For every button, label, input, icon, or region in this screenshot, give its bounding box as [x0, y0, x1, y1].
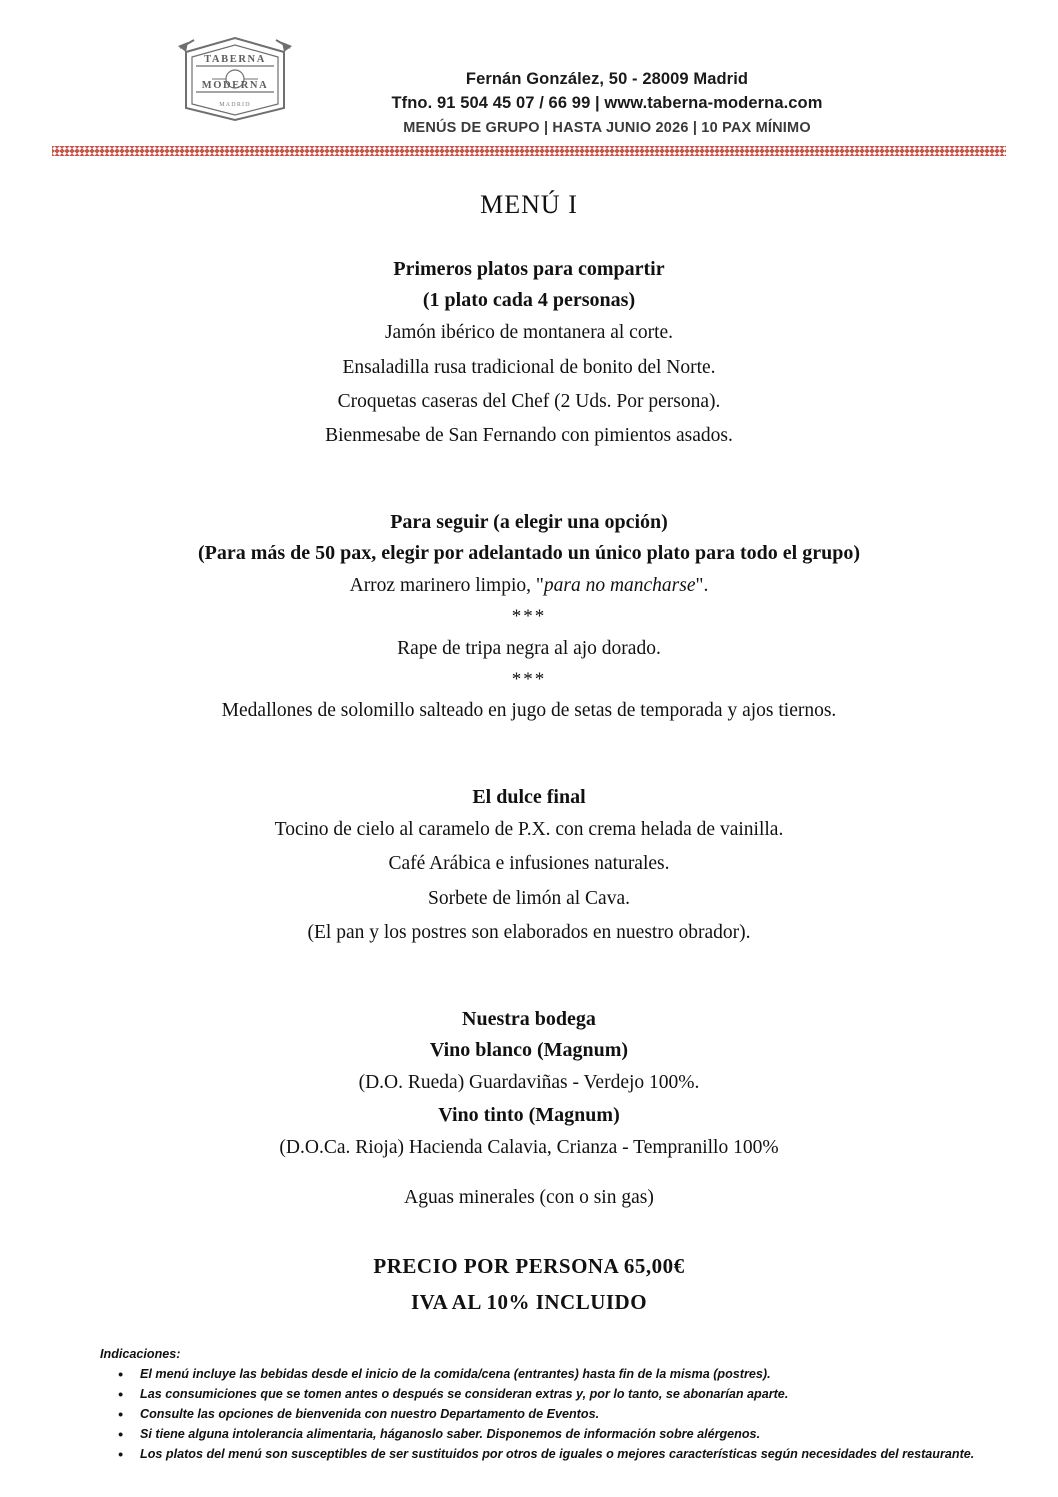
menu-content	[52, 156, 1006, 1320]
dish-option-2: Rape de tripa negra al ajo dorado.	[397, 637, 661, 659]
option-separator: ***	[511, 606, 547, 628]
spacer	[88, 479, 970, 507]
section-bodega	[88, 1004, 970, 1215]
dish-option-1-post: ".	[695, 574, 709, 596]
section-heading: Nuestra bodega	[462, 1007, 596, 1030]
section-dulce-final	[88, 782, 970, 950]
dish-item: Jamón ibérico de montanera al corte.	[384, 322, 674, 344]
dish-option-3: Medallones de solomillo salteado en jugo de setas de temporada y ajos tiernos.	[221, 700, 837, 722]
page-header	[52, 26, 1006, 140]
section-heading: El dulce final	[472, 786, 586, 809]
wine-red-label: Vino tinto (Magnum)	[438, 1103, 620, 1126]
vat-note: IVA AL 10% INCLUIDO	[410, 1289, 648, 1314]
dish-option-1	[88, 569, 970, 603]
indications-title: Indicaciones:	[100, 1346, 181, 1361]
section-primeros	[88, 254, 970, 453]
indications-list	[100, 1365, 1006, 1465]
wine-white-description: (D.O. Rueda) Guardaviñas - Verdejo 100%.	[358, 1071, 700, 1093]
spacer	[88, 754, 970, 782]
section-subheading: (Para más de 50 pax, elegir por adelantado un único plato para todo el grupo)	[197, 541, 861, 564]
indications-block	[52, 1347, 1006, 1465]
dish-item: Café Arábica e infusiones naturales.	[388, 853, 670, 875]
decorative-divider	[52, 146, 1006, 156]
wine-red-description: (D.O.Ca. Rioja) Hacienda Calavia, Crianza - Tempranillo 100%	[279, 1136, 779, 1158]
dish-item: Tocino de cielo al caramelo de P.X. con crema helada de vainilla.	[274, 819, 784, 841]
wine-white-label: Vino blanco (Magnum)	[429, 1038, 629, 1061]
dish-item: Croquetas caseras del Chef (2 Uds. Por persona).	[337, 390, 721, 412]
page-title: MENÚ I	[480, 190, 578, 220]
list-item: • Consulte las opciones de bienvenida con nuestro Departamento de Eventos.	[138, 1405, 1006, 1424]
dish-item: Ensaladilla rusa tradicional de bonito del Norte.	[342, 356, 716, 378]
dish-option-1-italic: para no mancharse	[543, 574, 696, 596]
section-subheading: (1 plato cada 4 personas)	[422, 289, 636, 312]
section-heading: Para seguir (a elegir una opción)	[390, 510, 668, 533]
svg-text:MADRID: MADRID	[219, 102, 251, 108]
header-group-info: MENÚS DE GRUPO | HASTA JUNIO 2026 | 10 PAX MÍNIMO	[403, 119, 811, 136]
list-item: • Si tiene alguna intolerancia alimentaria, háganoslo saber. Disponemos de información sobre alérgenos.	[138, 1425, 1006, 1444]
list-item: • Las consumiciones que se tomen antes o después se consideran extras y, por lo tanto, se abonarían aparte.	[138, 1385, 1006, 1404]
header-address: Fernán González, 50 - 28009 Madrid	[465, 70, 749, 88]
spacer	[88, 1165, 970, 1181]
option-separator: ***	[511, 668, 547, 690]
svg-text:MODERNA: MODERNA	[201, 80, 269, 91]
dish-item: Bienmesabe de San Fernando con pimientos asados.	[325, 424, 733, 446]
section-heading: Primeros platos para compartir	[393, 258, 665, 281]
list-item: • Los platos del menú son susceptibles de ser sustituidos por otros de iguales o mejores características según necesidades del restaurante.	[138, 1445, 1006, 1464]
dish-option-1-pre: Arroz marinero limpio, "	[349, 574, 544, 596]
spacer	[88, 976, 970, 1004]
list-item: • El menú incluye las bebidas desde el inicio de la comida/cena (entrantes) hasta fin de la misma (postres).	[138, 1365, 1006, 1384]
water-item: Aguas minerales (con o sin gas)	[404, 1187, 654, 1209]
svg-text:TABERNA: TABERNA	[204, 54, 266, 65]
taberna-moderna-logo-icon	[172, 26, 298, 130]
dish-item: Sorbete de limón al Cava.	[428, 887, 630, 909]
header-contact: Tfno. 91 504 45 07 / 66 99 | www.taberna-moderna.com	[391, 93, 823, 112]
price-block	[88, 1249, 970, 1320]
dish-item-note: (El pan y los postres son elaborados en nuestro obrador).	[307, 921, 751, 943]
header-contact-block	[298, 26, 1006, 140]
section-para-seguir	[88, 507, 970, 728]
price-per-person: PRECIO POR PERSONA 65,00€	[373, 1254, 685, 1279]
